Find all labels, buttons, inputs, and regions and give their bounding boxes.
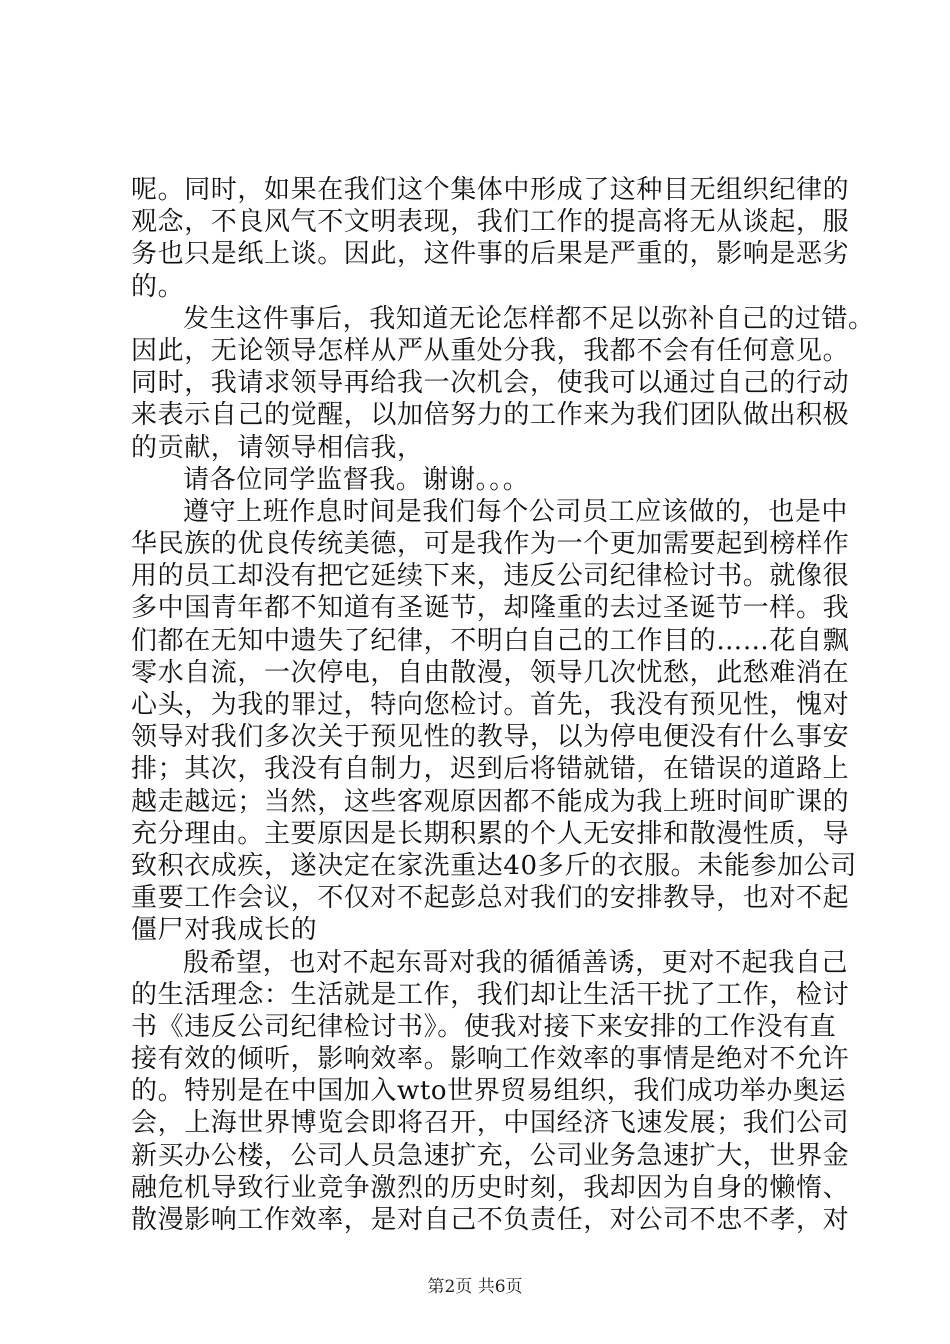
text-line: 融危机导致行业竞争激烈的历史时刻，我却因为自身的懒惰、 — [131, 1172, 850, 1203]
text-line: 排；其次，我没有自制力，迟到后将错就错，在错误的道路上 — [131, 754, 850, 785]
text-line: 的生活理念：生活就是工作，我们却让生活干扰了工作，检讨 — [131, 979, 850, 1010]
text-line: 零水自流，一次停电，自由散漫，领导几次忧愁，此愁难消在 — [131, 657, 850, 688]
text-line: 致积衣成疾，遂决定在家洗重达40多斤的衣服。未能参加公司 — [131, 850, 857, 881]
text-line: 散漫影响工作效率，是对自己不负责任，对公司不忠不孝，对 — [131, 1205, 850, 1235]
text-line: 的。特别是在中国加入wto世界贸易组织，我们成功举办奥运 — [131, 1076, 847, 1107]
text-line: 的。 — [131, 271, 185, 302]
text-line: 用的员工却没有把它延续下来，违反公司纪律检讨书。就像很 — [131, 561, 850, 592]
text-line: 发生这件事后，我知道无论怎样都不足以弥补自己的过错。 — [183, 303, 875, 334]
document-body — [131, 174, 875, 1236]
text-line: 们都在无知中遗失了纪律，不明白自己的工作目的……花自飘 — [131, 625, 850, 656]
text-line: 务也只是纸上谈。因此，这件事的后果是严重的，影响是恶劣 — [131, 239, 850, 270]
text-line: 同时，我请求领导再给我一次机会，使我可以通过自己的行动 — [131, 368, 850, 399]
text-line: 重要工作会议，不仅对不起彭总对我们的安排教导，也对不起 — [131, 883, 850, 914]
text-line: 遵守上班作息时间是我们每个公司员工应该做的，也是中 — [183, 496, 849, 527]
text-line: 因此，无论领导怎样从严从重处分我，我都不会有任何意见。 — [131, 335, 850, 366]
text-line: 书《违反公司纪律检讨书》。使我对接下来安排的工作没有直 — [131, 1011, 837, 1042]
text-line: 会，上海世界博览会即将召开，中国经济飞速发展；我们公司 — [131, 1108, 850, 1139]
text-line: 多中国青年都不知道有圣诞节，却隆重的去过圣诞节一样。我 — [131, 593, 850, 624]
text-line: 华民族的优良传统美德，可是我作为一个更加需要起到榜样作 — [131, 529, 850, 560]
text-line: 新买办公楼，公司人员急速扩充，公司业务急速扩大，世界金 — [131, 1140, 850, 1171]
text-line: 心头，为我的罪过，特向您检讨。首先，我没有预见性，愧对 — [131, 690, 850, 720]
text-line: 的贡献，请领导相信我， — [131, 432, 424, 463]
text-line: 领导对我们多次关于预见性的教导，以为停电便没有什么事安 — [131, 722, 850, 753]
text-line: 僵尸对我成长的 — [131, 915, 318, 946]
text-line: 观念，不良风气不文明表现，我们工作的提高将无从谈起，服 — [131, 207, 850, 238]
text-line: 来表示自己的觉醒，以加倍努力的工作来为我们团队做出积极 — [131, 400, 850, 431]
text-line: 接有效的倾听，影响效率。影响工作效率的事情是绝对不允许 — [131, 1044, 850, 1075]
text-line: 呢。同时，如果在我们这个集体中形成了这种目无组织纪律的 — [131, 175, 850, 205]
text-line: 请各位同学监督我。谢谢。。。 — [183, 464, 530, 495]
text-line: 充分理由。主要原因是长期积累的个人无安排和散漫性质，导 — [131, 818, 850, 849]
text-line: 越走越远；当然，这些客观原因都不能成为我上班时间旷课的 — [131, 786, 850, 817]
page-footer: 第2页 共6页 — [427, 1277, 523, 1297]
text-line: 殷希望，也对不起东哥对我的循循善诱，更对不起我自己 — [183, 947, 849, 978]
